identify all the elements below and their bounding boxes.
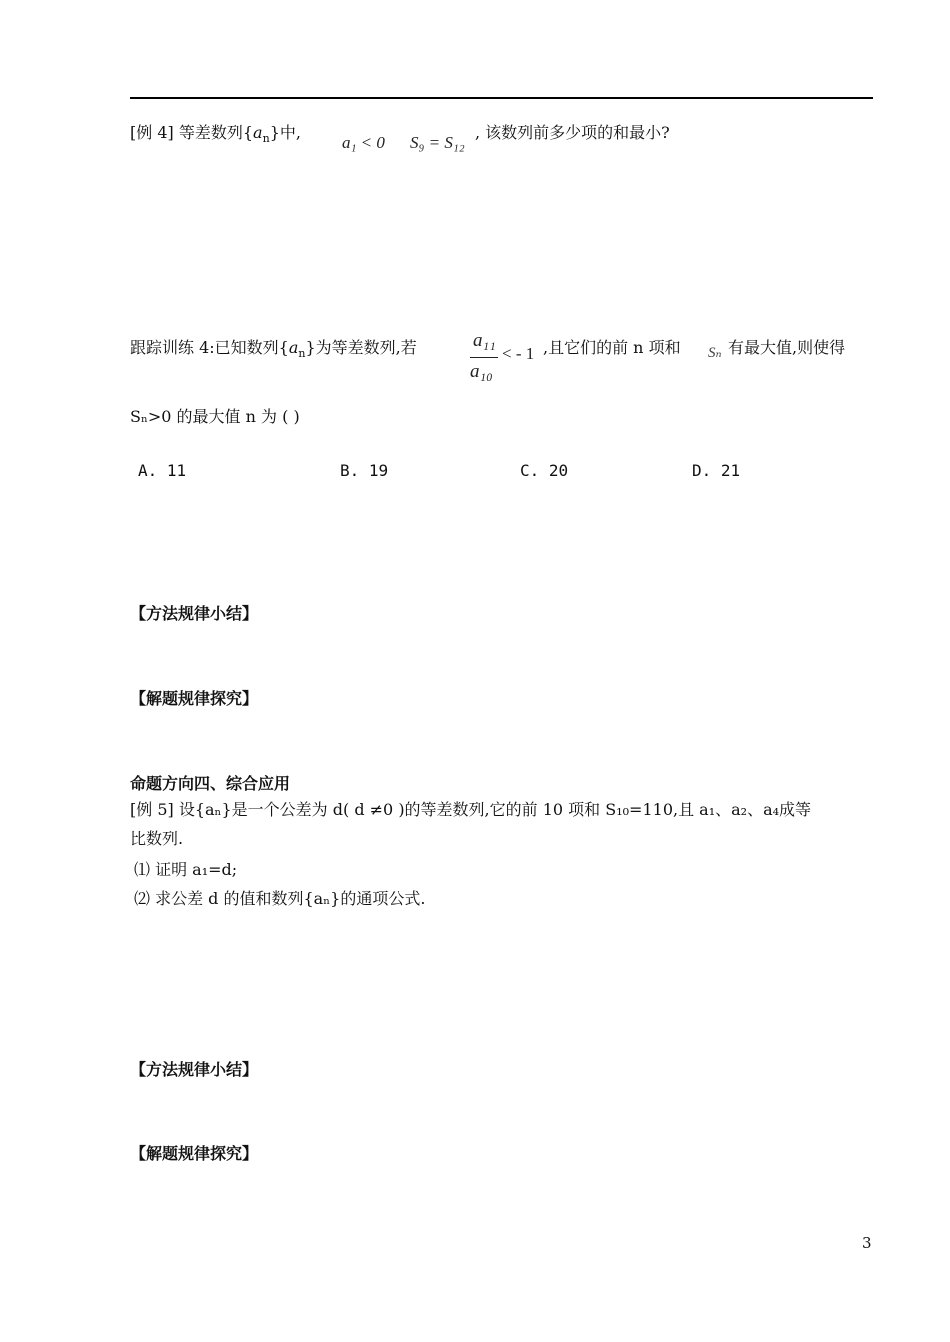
header-rule: [130, 97, 873, 99]
example4-cond1: a₁ < 0: [342, 133, 385, 152]
example4-cond2: S₉ = S₁₂: [410, 133, 465, 152]
example4-line: [130, 120, 301, 145]
practice4-text-c: ,且它们的前 n 项和: [543, 338, 681, 357]
practice4-text-a: 跟踪训练 4:已知数列{: [130, 338, 289, 357]
example4-text-a: 等差数列{: [178, 123, 254, 142]
fraction-bar: [470, 357, 498, 358]
choice-a: A. 11: [138, 461, 187, 480]
practice4-line2: Sₙ>0 的最大值 n 为 ( ): [130, 407, 300, 426]
sn-symbol: Sₙ: [708, 345, 722, 361]
fraction-numerator: a₁₁: [473, 330, 496, 351]
practice4-var: a: [288, 338, 299, 357]
method-summary-heading-2: 【方法规律小结】: [130, 1060, 259, 1079]
example5-line1: [例 5] 设{aₙ}是一个公差为 d( d ≠0 )的等差数列,它的前 10 项和 S₁₀=110,且 a₁、a₂、a₄成等: [130, 800, 812, 819]
example4-sub: n: [262, 132, 270, 146]
fraction-denominator: a₁₀: [470, 361, 493, 382]
example4-label: [例 4]: [130, 123, 174, 142]
fraction-relation: < - 1: [502, 344, 535, 363]
example5-part1: ⑴ 证明 a₁=d;: [134, 860, 238, 879]
method-summary-heading-1: 【方法规律小结】: [130, 604, 259, 623]
example5-part2: ⑵ 求公差 d 的值和数列{aₙ}的通项公式.: [134, 889, 426, 908]
practice4-text-b: }为等差数列,若: [305, 338, 417, 357]
choice-d: D. 21: [692, 461, 741, 480]
example4-text-b: }中,: [269, 123, 301, 142]
practice4-sub: n: [298, 347, 306, 361]
example4-var: a: [253, 123, 263, 142]
example4-question: , 该数列前多少项的和最小?: [475, 123, 670, 142]
choice-c: C. 20: [520, 461, 569, 480]
choice-b: B. 19: [340, 461, 389, 480]
solution-explore-heading-2: 【解题规律探究】: [130, 1144, 259, 1163]
section4-title: 命题方向四、综合应用: [130, 774, 291, 793]
practice4-line1a: [130, 335, 417, 360]
practice4-text-d: 有最大值,则使得: [728, 338, 846, 357]
page-number: 3: [862, 1234, 872, 1252]
example5-line2: 比数列.: [130, 829, 184, 848]
solution-explore-heading-1: 【解题规律探究】: [130, 689, 259, 708]
